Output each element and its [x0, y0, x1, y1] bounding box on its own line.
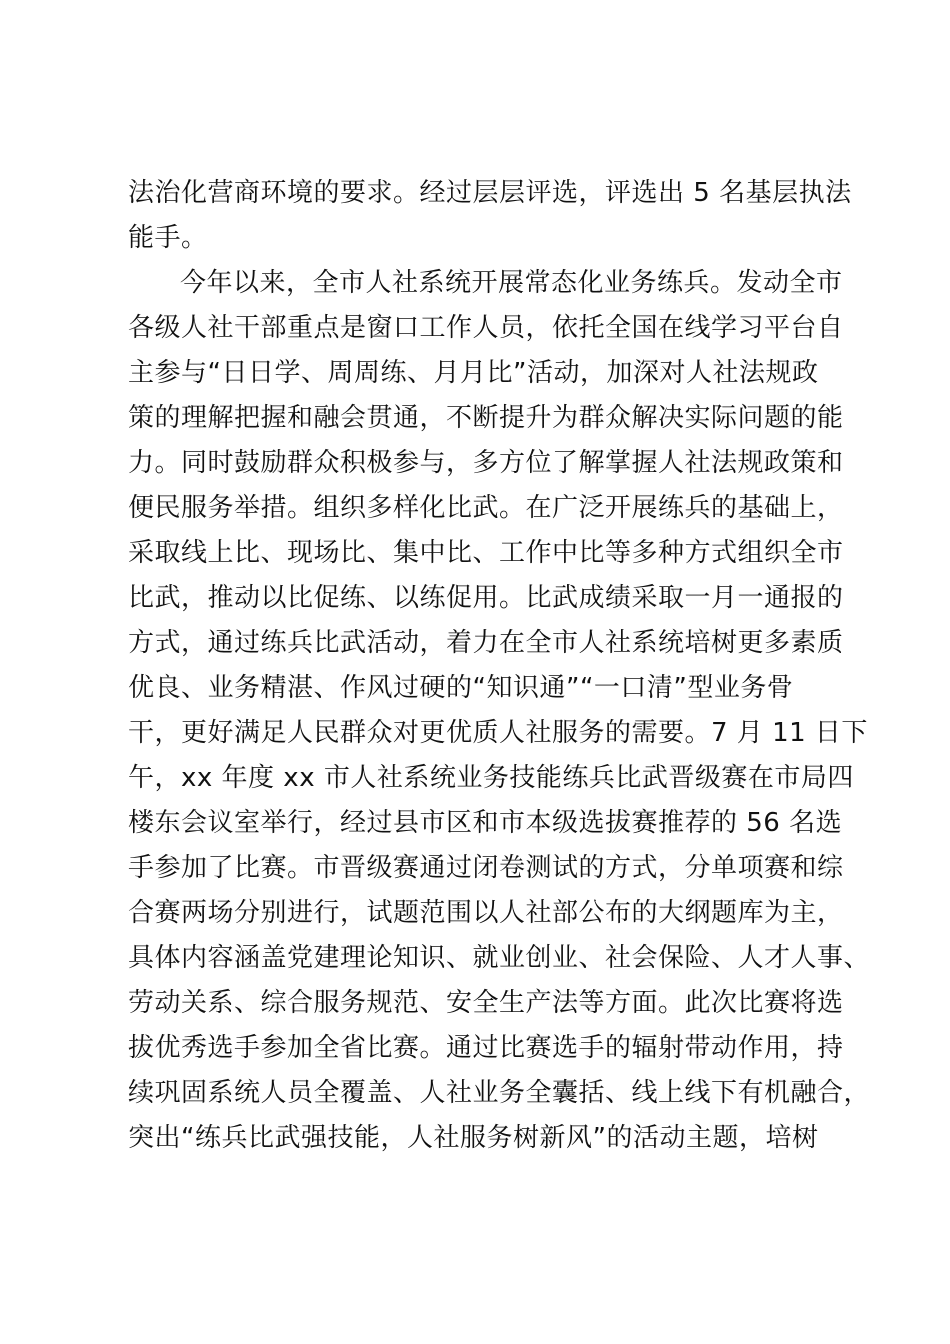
text-line: 合赛两场分别进行，试题范围以人社部公布的大纲题库为主， [128, 898, 844, 928]
paragraph-first-line: 今年以来，全市人社系统开展常态化业务练兵。发动全市 [180, 268, 843, 298]
text-line: 优良、业务精湛、作风过硬的“知识通”“一口清”型业务骨 [128, 673, 794, 703]
text-line: 方式，通过练兵比武活动，着力在全市人社系统培树更多素质 [128, 628, 844, 658]
text-line: 采取线上比、现场比、集中比、工作中比等多种方式组织全市 [128, 538, 844, 568]
text-line: 各级人社干部重点是窗口工作人员，依托全国在线学习平台自 [128, 313, 844, 343]
text-line: 劳动关系、综合服务规范、安全生产法等方面。此次比赛将选 [128, 988, 844, 1018]
text-line: 能手。 [128, 223, 208, 253]
text-line: 突出“练兵比武强技能，人社服务树新风”的活动主题，培树 [128, 1123, 819, 1153]
text-line: 法治化营商环境的要求。经过层层评选，评选出 5 名基层执法 [128, 178, 852, 208]
text-line: 比武，推动以比促练、以练促用。比武成绩采取一月一通报的 [128, 583, 844, 613]
text-line: 手参加了比赛。市晋级赛通过闭卷测试的方式，分单项赛和综 [128, 853, 844, 883]
text-line: 具体内容涵盖党建理论知识、就业创业、社会保险、人才人事、 [128, 943, 871, 973]
text-line: 拔优秀选手参加全省比赛。通过比赛选手的辐射带动作用，持 [128, 1033, 844, 1063]
text-line: 主参与“日日学、周周练、月月比”活动，加深对人社法规政 [128, 358, 819, 388]
text-line: 便民服务举措。组织多样化比武。在广泛开展练兵的基础上， [128, 493, 844, 523]
text-line: 续巩固系统人员全覆盖、人社业务全囊括、线上线下有机融合， [128, 1078, 871, 1108]
text-line: 楼东会议室举行，经过县市区和市本级选拔赛推荐的 56 名选 [128, 808, 843, 838]
text-line: 干，更好满足人民群众对更优质人社服务的需要。7 月 11 日下 [128, 718, 868, 748]
text-line: 午，xx 年度 xx 市人社系统业务技能练兵比武晋级赛在市局四 [128, 763, 854, 793]
text-line: 策的理解把握和融会贯通，不断提升为群众解决实际问题的能 [128, 403, 844, 433]
text-line: 力。同时鼓励群众积极参与，多方位了解掌握人社法规政策和 [128, 448, 844, 478]
